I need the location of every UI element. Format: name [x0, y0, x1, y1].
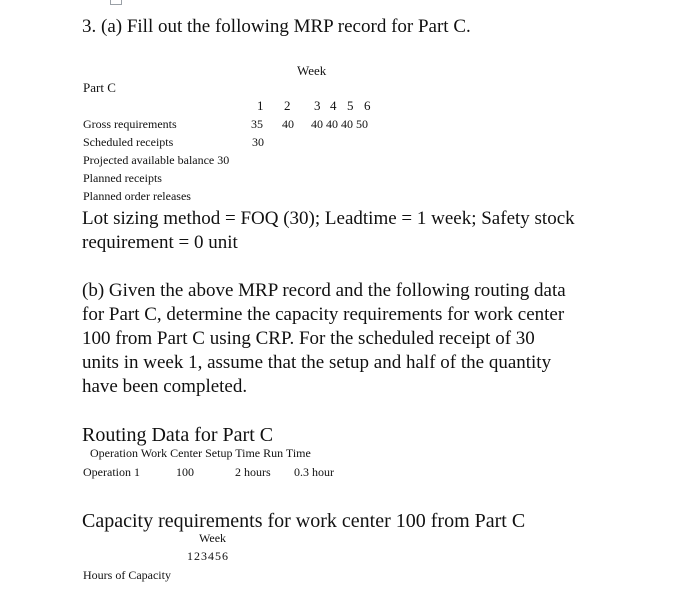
mrp-week-5: 5 — [347, 98, 354, 113]
capacity-weeks: 1 2 3 4 5 6 — [187, 549, 227, 563]
mrp-part-label: Part C — [83, 80, 116, 95]
gross-weeks-3-6: 40 40 40 50 — [311, 117, 368, 131]
gross-week-2: 40 — [282, 117, 294, 131]
gross-requirements-label: Gross requirements — [83, 117, 177, 131]
routing-run-time: 0.3 hour — [294, 465, 334, 479]
mrp-week-3: 3 — [314, 98, 321, 113]
capacity-title: Capacity requirements for work center 100 from Part C — [82, 510, 526, 532]
scheduled-receipts-label: Scheduled receipts — [83, 135, 174, 149]
lot-sizing-line-2: requirement = 0 unit — [82, 232, 238, 253]
routing-header: Operation Work Center Setup Time Run Time — [90, 446, 311, 460]
routing-work-center: 100 — [176, 465, 194, 479]
part-b-line-5: have been completed. — [82, 376, 248, 397]
gross-week-1: 35 — [251, 117, 263, 131]
lot-sizing-line-1: Lot sizing method = FOQ (30); Leadtime = 1 week; Safety stock — [82, 208, 575, 229]
routing-operation-name: Operation 1 — [83, 465, 140, 479]
mrp-week-6: 6 — [364, 98, 371, 113]
lot-sizing-text — [82, 207, 622, 255]
projected-available-balance-label: Projected available balance 30 — [83, 153, 230, 167]
capacity-week-header: Week — [199, 531, 227, 545]
part-b-line-4: units in week 1, assume that the setup and half of the quantity — [82, 352, 552, 373]
mrp-week-2: 2 — [284, 98, 291, 113]
question-title: 3. (a) Fill out the following MRP record for Part C. — [82, 16, 471, 37]
checkbox-icon[interactable] — [110, 0, 122, 5]
part-b-line-2: for Part C, determine the capacity requirements for work center — [82, 304, 565, 325]
part-b-line-1: (b) Given the above MRP record and the following routing data — [82, 280, 566, 301]
part-b-text — [82, 279, 622, 399]
hours-of-capacity-label: Hours of Capacity — [83, 568, 171, 582]
mrp-week-4: 4 — [330, 98, 337, 113]
part-b-line-3: 100 from Part C using CRP. For the scheduled receipt of 30 — [82, 328, 535, 349]
planned-receipts-label: Planned receipts — [83, 171, 162, 185]
mrp-week-header: Week — [297, 63, 327, 78]
scheduled-week-1: 30 — [252, 135, 264, 149]
routing-title: Routing Data for Part C — [82, 424, 274, 446]
mrp-week-1: 1 — [257, 98, 264, 113]
planned-order-releases-label: Planned order releases — [83, 189, 191, 203]
routing-setup-time: 2 hours — [235, 465, 271, 479]
